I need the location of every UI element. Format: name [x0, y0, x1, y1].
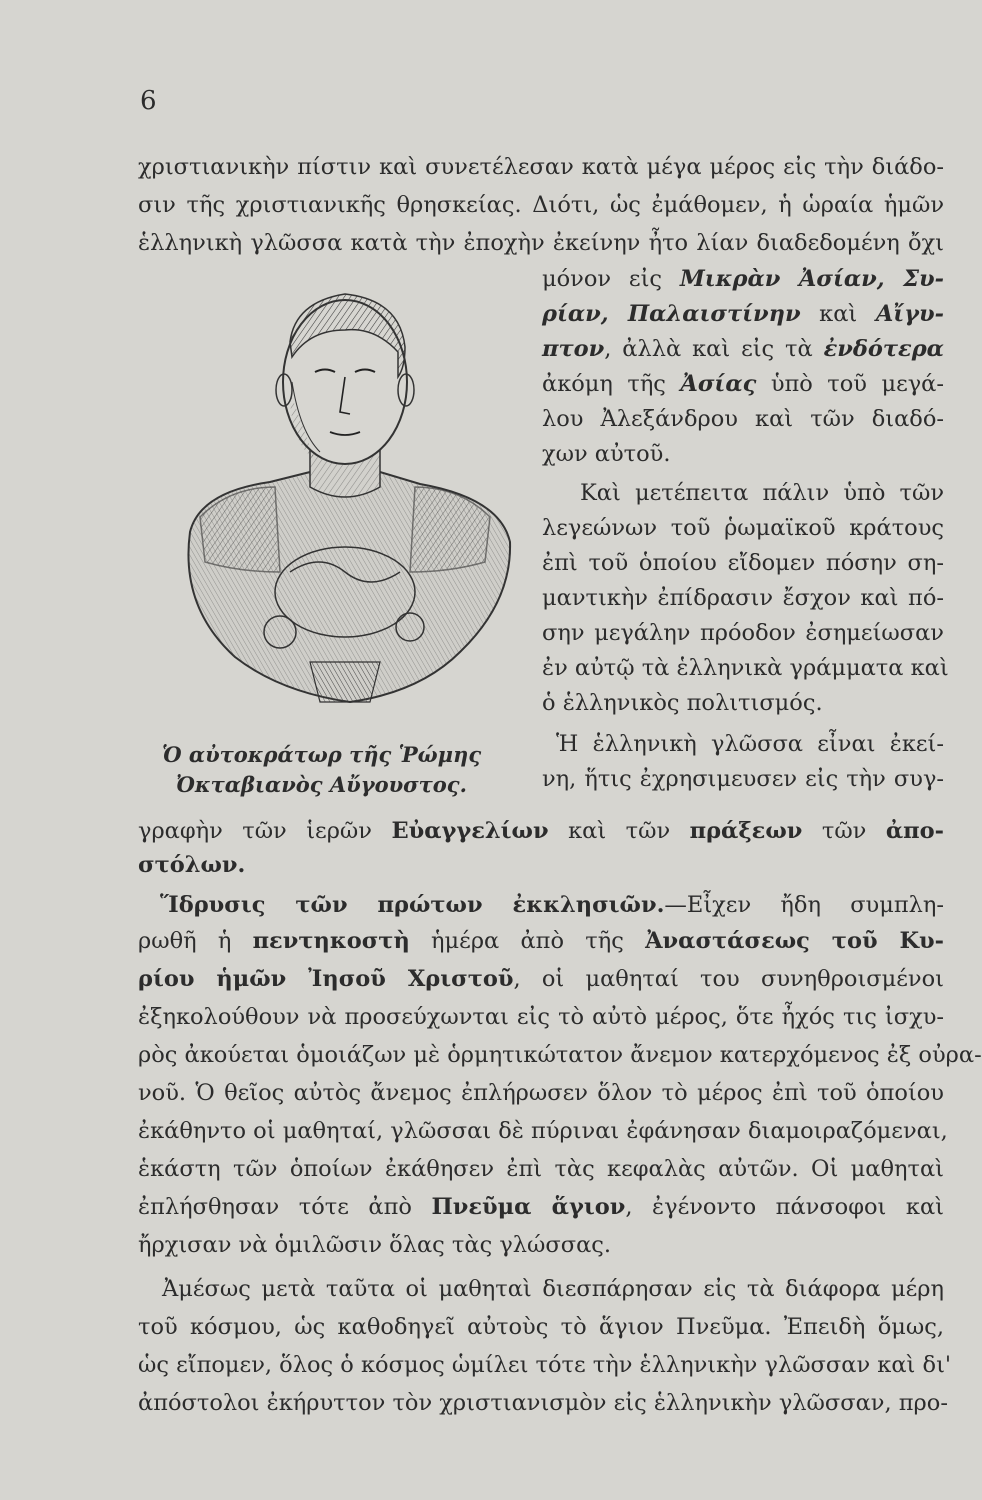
text-segment: —Εἶχεν ἤδη συμπλη-	[664, 892, 944, 918]
column-line	[542, 297, 944, 331]
text-line	[160, 888, 944, 922]
column-line	[542, 511, 944, 545]
text-segment: ἐπὶ τοῦ ὁποίου εἴδομεν πόσην ση-	[542, 550, 944, 576]
text-segment: σιν τῆς χριστιανικῆς θρησκείας. Διότι, ὡς ἐμάθομεν, ἡ ὡραία ἡμῶν	[138, 192, 944, 218]
text-segment: ἀπόστολοι ἐκήρυττον τὸν χριστιανισμὸν εἰς ἑλληνικὴν γλῶσσαν, προ-	[138, 1390, 948, 1416]
text-segment: πράξεων	[689, 818, 803, 844]
text-line	[138, 1076, 944, 1110]
text-segment: ἀκόμη τῆς	[542, 371, 681, 397]
text-segment: χριστιανικὴν πίστιν καὶ συνετέλεσαν κατὰ μέγα μέρος εἰς τὴν διάδο-	[138, 154, 944, 180]
text-line	[138, 226, 944, 260]
text-segment: ἤρχισαν νὰ ὁμιλῶσιν ὅλας τὰς γλώσσας.	[138, 1232, 612, 1258]
text-segment: Ἵδρυσις τῶν πρώτων ἐκκλησιῶν.	[160, 892, 665, 918]
text-segment: , ἐγένοντο πάνσοφοι καὶ	[625, 1194, 944, 1220]
text-line	[138, 1190, 944, 1224]
text-segment: Ἡ ἑλληνικὴ γλῶσσα εἶναι ἐκεί-	[556, 731, 944, 757]
column-line	[542, 581, 944, 615]
text-line	[138, 1000, 944, 1034]
text-segment: νοῦ. Ὁ θεῖος αὐτὸς ἄνεμος ἐπλήρωσεν ὅλον τὸ μέρος ἐπὶ τοῦ ὁποίου	[138, 1080, 944, 1106]
text-line	[138, 1348, 952, 1382]
emperor-bust-engraving	[160, 272, 530, 732]
text-segment: Ἀσίας	[680, 371, 757, 397]
text-segment: Αἴγυ-	[875, 301, 944, 327]
text-segment: καὶ	[800, 301, 876, 327]
text-segment: ρωθῆ ἡ	[138, 928, 253, 954]
text-segment: λου Ἀλεξάνδρου καὶ τῶν διαδό-	[542, 406, 944, 432]
column-line	[542, 402, 944, 436]
column-line	[542, 262, 944, 296]
column-line	[542, 616, 944, 650]
column-line	[542, 651, 949, 685]
text-segment: ἐνδότερα	[823, 336, 944, 362]
text-segment: νη, ἥτις ἐχρησιμευσεν εἰς τὴν συγ-	[542, 766, 944, 792]
text-segment: μαντικὴν ἐπίδρασιν ἔσχον καὶ πό-	[542, 585, 944, 611]
text-segment: Ἀμέσως μετὰ ταῦτα οἱ μαθηταὶ διεσπάρησαν εἰς τὰ διάφορα μέρη	[162, 1276, 944, 1302]
text-segment: ὡς εἴπομεν, ὅλος ὁ κόσμος ὡμίλει τότε τὴν ἑλληνικὴν γλῶσσαν καὶ δι'	[138, 1352, 952, 1378]
text-segment: Μικρὰν Ἀσίαν, Συ-	[679, 266, 944, 292]
text-segment: ἐπλήσθησαν τότε ἀπὸ	[138, 1194, 432, 1220]
text-line	[138, 848, 944, 882]
text-line	[138, 924, 944, 958]
text-segment: πεντηκοστὴ	[252, 928, 410, 954]
text-line	[138, 962, 944, 996]
text-segment: μόνον εἰς	[542, 266, 680, 292]
text-segment: Εὐαγγελίων	[391, 818, 549, 844]
column-line	[580, 476, 944, 510]
text-line	[138, 1038, 982, 1072]
text-segment: τοῦ κόσμου, ὡς καθοδηγεῖ αὐτοὺς τὸ ἅγιον Πνεῦμα. Ἐπειδὴ ὅμως,	[138, 1314, 944, 1340]
text-segment: ρὸς ἀκούεται ὁμοιάζων μὲ ὁρμητικώτατον ἄνεμον κατερχόμενος ἐξ οὐρα-	[138, 1042, 982, 1068]
column-line	[542, 437, 944, 471]
text-line	[138, 1114, 948, 1148]
page-number: 6	[140, 86, 157, 116]
text-line	[138, 1228, 944, 1262]
text-segment: ρίαν, Παλαιστίνην	[542, 301, 801, 327]
text-segment: σην μεγάλην πρόοδον ἐσημείωσαν	[542, 620, 944, 646]
text-segment: ἐξηκολούθουν νὰ προσεύχωνται εἰς τὸ αὐτὸ μέρος, ὅτε ἦχός τις ἰσχυ-	[138, 1004, 944, 1030]
text-segment: ρίου ἡμῶν Ἰησοῦ Χριστοῦ	[138, 966, 514, 992]
text-segment: ἑκάστη τῶν ὁποίων ἐκάθησεν ἐπὶ τὰς κεφαλὰς αὐτῶν. Οἱ μαθηταὶ	[138, 1156, 944, 1182]
column-line	[542, 332, 944, 366]
text-line	[138, 188, 944, 222]
text-segment: χων αὐτοῦ.	[542, 441, 671, 467]
text-segment: ἀπο-	[885, 818, 944, 844]
text-line	[138, 1310, 944, 1344]
text-line	[138, 814, 944, 848]
text-line	[162, 1272, 944, 1306]
text-segment: ἐν αὐτῷ τὰ ἑλληνικὰ γράμματα καὶ	[542, 655, 949, 681]
text-segment: , ἀλλὰ καὶ εἰς τὰ	[604, 336, 824, 362]
text-segment: Πνεῦμα ἅγιον	[431, 1194, 626, 1220]
text-line	[138, 150, 944, 184]
text-segment: λεγεώνων τοῦ ῥωμαϊκοῦ κράτους	[542, 515, 944, 541]
text-segment: γραφὴν τῶν ἱερῶν	[138, 818, 392, 844]
column-line	[542, 762, 944, 796]
text-segment: , οἱ μαθηταί του συνηθροισμένοι	[513, 966, 944, 992]
figure-caption-line2: Ὀκταβιανὸς Αὔγουστος.	[176, 772, 467, 797]
column-line	[542, 367, 944, 401]
text-segment: πτον	[542, 336, 605, 362]
text-segment: ὁ ἑλληνικὸς πολιτισμός.	[542, 690, 823, 716]
figure-caption-line1: Ὁ αὐτοκράτωρ τῆς Ῥώμης	[162, 742, 482, 767]
text-segment: ὑπὸ τοῦ μεγά-	[756, 371, 944, 397]
text-segment: τῶν	[802, 818, 886, 844]
text-segment: Ἀναστάσεως τοῦ Κυ-	[645, 928, 945, 954]
text-line	[138, 1152, 944, 1186]
text-segment: ἑλληνικὴ γλῶσσα κατὰ τὴν ἐποχὴν ἐκείνην ἦτο λίαν διαδεδομένη ὄχι	[138, 230, 944, 256]
text-line	[138, 1386, 948, 1420]
text-segment: Καὶ μετέπειτα πάλιν ὑπὸ τῶν	[580, 480, 944, 506]
column-line	[556, 727, 944, 761]
text-segment: καὶ τῶν	[548, 818, 690, 844]
column-line	[542, 686, 944, 720]
text-segment: στόλων.	[138, 852, 246, 878]
column-line	[542, 546, 944, 580]
text-segment: ἡμέρα ἀπὸ τῆς	[409, 928, 646, 954]
text-segment: ἐκάθηντο οἱ μαθηταί, γλῶσσαι δὲ πύριναι ἐφάνησαν διαμοιραζόμεναι,	[138, 1118, 948, 1144]
